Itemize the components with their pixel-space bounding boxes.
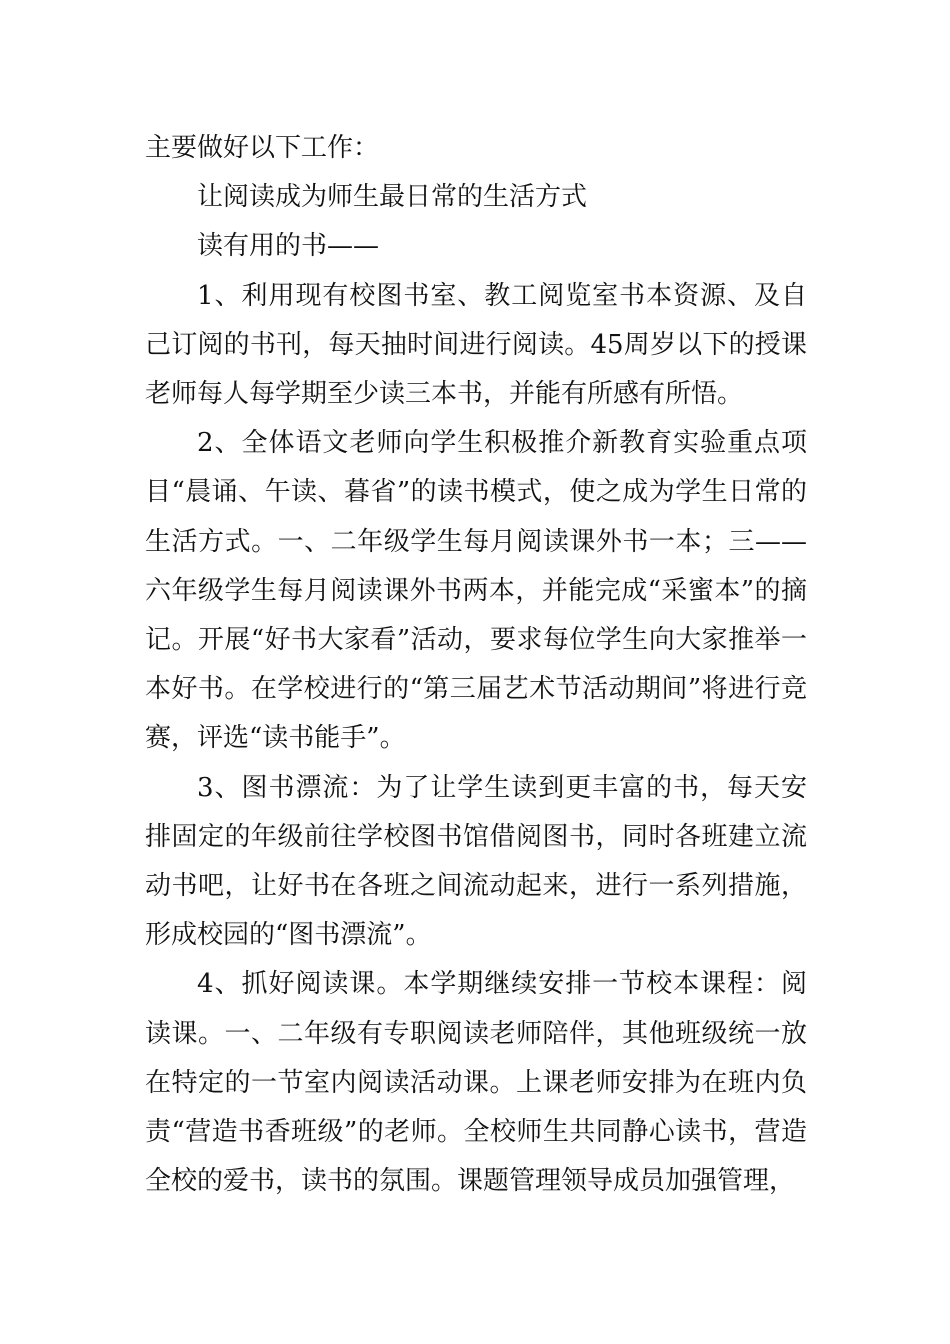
document-body xyxy=(145,124,807,1206)
section-heading: 让阅读成为师生最日常的生活方式 xyxy=(197,182,588,213)
intro-line: 主要做好以下工作： xyxy=(145,133,380,163)
paragraph-1: 1、利用现有校图书室、教工阅览室书本资源、及自己订阅的书刊，每天抽时间进行阅读。45周岁以下的授课老师每人每学期至少读三本书，并能有所感有所悟。 xyxy=(145,280,807,410)
section-subheading: 读有用的书—— xyxy=(197,231,380,262)
paragraph-4: 4、抓好阅读课。本学期继续安排一节校本课程：阅读课。一、二年级有专职阅读老师陪伴，其他班级统一放在特定的一节室内阅读活动课。上课老师安排为在班内负责“营造书香班级”的老师。全校师生共同静心读书，营造全校的爱书，读书的氛围。课题管理领导成员加强管理， xyxy=(145,969,807,1197)
paragraph-3: 3、图书漂流：为了让学生读到更丰富的书，每天安排固定的年级前往学校图书馆借阅图书，同时各班建立流动书吧，让好书在各班之间流动起来，进行一系列措施，形成校园的“图书漂流”。 xyxy=(145,772,807,951)
paragraph-2: 2、全体语文老师向学生积极推介新教育实验重点项目“晨诵、午读、暮省”的读书模式，使之成为学生日常的生活方式。一、二年级学生每月阅读课外书一本；三——六年级学生每月阅读课外书两本，并能完成“采蜜本”的摘记。开展“好书大家看”活动，要求每位学生向大家推举一本好书。在学校进行的“第三届艺术节活动期间”将进行竞赛，评选“读书能手”。 xyxy=(145,428,807,754)
